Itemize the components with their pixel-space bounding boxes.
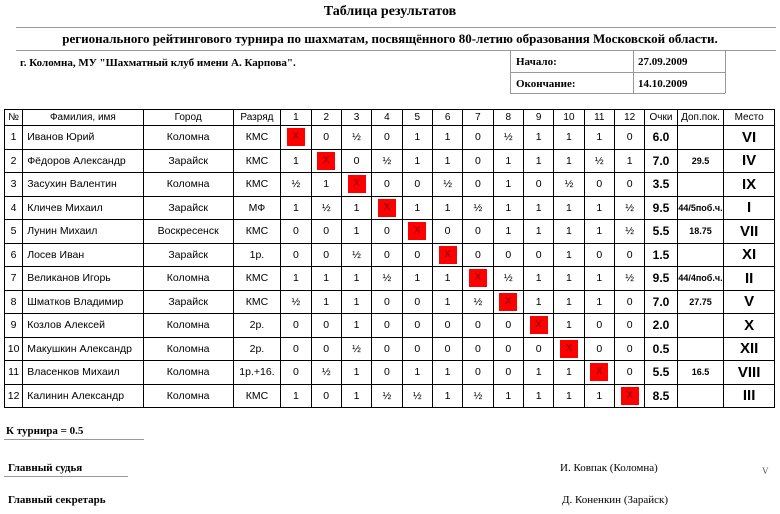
game-score: 1	[523, 149, 553, 173]
game-score: 1	[281, 267, 311, 291]
chief-judge-label: Главный судья	[8, 462, 83, 474]
table-row	[5, 290, 775, 314]
row-number: 4	[5, 196, 23, 220]
game-score: 0	[614, 243, 644, 267]
self-game-marker: X	[499, 293, 517, 311]
game-score: 0	[341, 149, 371, 173]
game-score: 1	[281, 196, 311, 220]
venue: г. Коломна, МУ "Шахматный клуб имени А. Карпова".	[20, 57, 296, 69]
game-score: 0	[584, 337, 614, 361]
game-score: ½	[463, 290, 493, 314]
diagonal-cell	[493, 290, 523, 314]
game-score: 1	[584, 126, 614, 150]
game-score: 0	[614, 173, 644, 197]
game-score: 0	[584, 314, 614, 338]
game-score: 1	[523, 384, 553, 408]
game-score: 0	[463, 337, 493, 361]
row-number: 12	[5, 384, 23, 408]
final-place: III	[724, 384, 775, 408]
game-score: 1	[554, 220, 584, 244]
table-header-row	[5, 110, 775, 126]
self-game-marker: X	[469, 269, 487, 287]
player-rank: 1р.+16.	[233, 361, 281, 385]
game-score: 0	[614, 290, 644, 314]
game-score: ½	[463, 384, 493, 408]
game-score: 0	[311, 337, 341, 361]
game-score: ½	[584, 149, 614, 173]
game-score: 1	[281, 149, 311, 173]
game-score: ½	[554, 173, 584, 197]
game-score: 0	[614, 126, 644, 150]
col-round: 6	[432, 110, 462, 126]
game-score: ½	[402, 384, 432, 408]
game-score: ½	[372, 384, 402, 408]
game-score: 1	[402, 149, 432, 173]
game-score: 1	[432, 149, 462, 173]
game-score: 1	[584, 267, 614, 291]
player-name: Макушкин Александр	[23, 337, 143, 361]
game-score: 0	[281, 337, 311, 361]
col-place: Место	[724, 110, 775, 126]
player-city: Коломна	[143, 361, 233, 385]
results-table	[4, 109, 775, 408]
player-rank: МФ	[233, 196, 281, 220]
player-city: Коломна	[143, 337, 233, 361]
game-score: 1	[341, 220, 371, 244]
game-score: 0	[311, 384, 341, 408]
game-score: ½	[311, 196, 341, 220]
game-score: 0	[281, 243, 311, 267]
signature-line	[4, 476, 128, 477]
col-city: Город	[143, 110, 233, 126]
game-score: 0	[281, 361, 311, 385]
game-score: 0	[493, 243, 523, 267]
game-score: 1	[341, 290, 371, 314]
total-points: 5.5	[645, 220, 677, 244]
game-score: 0	[493, 337, 523, 361]
player-name: Калинин Александр	[23, 384, 143, 408]
game-score: 0	[432, 337, 462, 361]
player-rank: 1р.	[233, 243, 281, 267]
divider	[725, 51, 726, 93]
game-score: 1	[554, 361, 584, 385]
diagonal-cell	[584, 361, 614, 385]
tiebreak	[677, 314, 724, 338]
player-rank: 2р.	[233, 337, 281, 361]
divider	[510, 93, 725, 94]
game-score: 0	[402, 290, 432, 314]
game-score: 0	[372, 173, 402, 197]
divider	[510, 72, 725, 73]
player-city: Воскресенск	[143, 220, 233, 244]
divider	[16, 50, 776, 51]
self-game-marker: X	[439, 246, 457, 264]
col-round: 1	[281, 110, 311, 126]
game-score: 1	[493, 149, 523, 173]
game-score: 0	[463, 243, 493, 267]
game-score: 1	[554, 267, 584, 291]
tiebreak: 44/5поб.ч.	[677, 196, 724, 220]
player-name: Лосев Иван	[23, 243, 143, 267]
tournament-coefficient: К турнира = 0.5	[6, 425, 84, 437]
player-city: Коломна	[143, 314, 233, 338]
game-score: 1	[493, 220, 523, 244]
diagonal-cell	[281, 126, 311, 150]
total-points: 8.5	[645, 384, 677, 408]
game-score: 0	[432, 220, 462, 244]
game-score: 0	[311, 220, 341, 244]
diagonal-cell	[554, 337, 584, 361]
game-score: 1	[432, 290, 462, 314]
game-score: 1	[554, 149, 584, 173]
end-date: 14.10.2009	[638, 78, 688, 90]
final-place: XII	[724, 337, 775, 361]
col-round: 8	[493, 110, 523, 126]
game-score: ½	[341, 243, 371, 267]
self-game-marker: X	[590, 363, 608, 381]
player-rank: КМС	[233, 126, 281, 150]
divider	[4, 439, 144, 440]
game-score: 1	[432, 384, 462, 408]
table-row	[5, 220, 775, 244]
game-score: 1	[432, 267, 462, 291]
chief-secretary-label: Главный секретарь	[8, 494, 106, 506]
game-score: 0	[614, 337, 644, 361]
col-points: Очки	[645, 110, 677, 126]
player-city: Коломна	[143, 126, 233, 150]
tiebreak: 18.75	[677, 220, 724, 244]
game-score: ½	[614, 220, 644, 244]
self-game-marker: X	[408, 222, 426, 240]
page-title: Таблица результатов	[323, 4, 457, 19]
game-score: 1	[554, 243, 584, 267]
game-score: 1	[311, 290, 341, 314]
player-city: Зарайск	[143, 243, 233, 267]
game-score: 0	[463, 220, 493, 244]
game-score: 1	[523, 220, 553, 244]
final-place: II	[724, 267, 775, 291]
tiebreak: 44/4поб.ч.	[677, 267, 724, 291]
page-subtitle: регионального рейтингового турнира по шахматам, посвящённого 80-летию образования Московской области.	[62, 31, 718, 46]
game-score: 1	[523, 267, 553, 291]
row-number: 11	[5, 361, 23, 385]
total-points: 3.5	[645, 173, 677, 197]
game-score: 0	[584, 173, 614, 197]
game-score: 0	[463, 173, 493, 197]
game-score: 1	[341, 384, 371, 408]
player-name: Великанов Игорь	[23, 267, 143, 291]
game-score: 0	[402, 337, 432, 361]
game-score: 0	[463, 361, 493, 385]
row-number: 3	[5, 173, 23, 197]
game-score: ½	[493, 126, 523, 150]
player-rank: КМС	[233, 267, 281, 291]
player-city: Зарайск	[143, 149, 233, 173]
col-round: 10	[554, 110, 584, 126]
row-number: 5	[5, 220, 23, 244]
start-label: Начало:	[516, 56, 557, 68]
final-place: IX	[724, 173, 775, 197]
row-number: 6	[5, 243, 23, 267]
game-score: 1	[493, 384, 523, 408]
game-score: ½	[372, 267, 402, 291]
game-score: 0	[372, 243, 402, 267]
col-round: 12	[614, 110, 644, 126]
diagonal-cell	[311, 149, 341, 173]
game-score: 0	[493, 361, 523, 385]
total-points: 0.5	[645, 337, 677, 361]
game-score: 0	[372, 314, 402, 338]
game-score: 1	[402, 361, 432, 385]
game-score: ½	[493, 267, 523, 291]
game-score: 1	[523, 196, 553, 220]
player-name: Лунин Михаил	[23, 220, 143, 244]
total-points: 1.5	[645, 243, 677, 267]
col-num: №	[5, 110, 23, 126]
player-name: Козлов Алексей	[23, 314, 143, 338]
table-row	[5, 361, 775, 385]
game-score: 0	[463, 149, 493, 173]
game-score: 1	[554, 290, 584, 314]
end-label: Окончание:	[516, 78, 576, 90]
total-points: 2.0	[645, 314, 677, 338]
col-round: 5	[402, 110, 432, 126]
game-score: 1	[554, 126, 584, 150]
total-points: 6.0	[645, 126, 677, 150]
game-score: 0	[463, 314, 493, 338]
col-round: 11	[584, 110, 614, 126]
table-row	[5, 243, 775, 267]
self-game-marker: X	[317, 152, 335, 170]
game-score: 0	[311, 243, 341, 267]
game-score: ½	[311, 361, 341, 385]
player-rank: КМС	[233, 173, 281, 197]
game-score: ½	[614, 267, 644, 291]
game-score: 0	[372, 126, 402, 150]
row-number: 2	[5, 149, 23, 173]
game-score: 0	[402, 314, 432, 338]
game-score: ½	[432, 173, 462, 197]
game-score: 0	[372, 290, 402, 314]
row-number: 1	[5, 126, 23, 150]
tiebreak: 27.75	[677, 290, 724, 314]
tiebreak: 29.5	[677, 149, 724, 173]
tiebreak	[677, 337, 724, 361]
table-row	[5, 196, 775, 220]
tiebreak	[677, 384, 724, 408]
diagonal-cell	[614, 384, 644, 408]
game-score: 1	[432, 196, 462, 220]
game-score: ½	[281, 290, 311, 314]
table-row	[5, 314, 775, 338]
final-place: I	[724, 196, 775, 220]
game-score: 1	[523, 126, 553, 150]
game-score: 1	[493, 196, 523, 220]
final-place: VIII	[724, 361, 775, 385]
col-round: 2	[311, 110, 341, 126]
player-name: Власенков Михаил	[23, 361, 143, 385]
game-score: ½	[463, 196, 493, 220]
player-rank: КМС	[233, 220, 281, 244]
game-score: 1	[341, 314, 371, 338]
final-place: VII	[724, 220, 775, 244]
game-score: 1	[584, 196, 614, 220]
game-score: 1	[402, 126, 432, 150]
game-score: ½	[614, 196, 644, 220]
game-score: ½	[372, 149, 402, 173]
game-score: 1	[402, 267, 432, 291]
row-number: 10	[5, 337, 23, 361]
margin-mark: V	[762, 466, 769, 476]
tiebreak	[677, 173, 724, 197]
game-score: 0	[493, 314, 523, 338]
game-score: 1	[311, 267, 341, 291]
col-round: 7	[463, 110, 493, 126]
game-score: 0	[584, 243, 614, 267]
game-score: 0	[372, 361, 402, 385]
player-name: Засухин Валентин	[23, 173, 143, 197]
game-score: ½	[341, 337, 371, 361]
game-score: 1	[584, 220, 614, 244]
player-city: Коломна	[143, 267, 233, 291]
diagonal-cell	[523, 314, 553, 338]
game-score: 0	[523, 337, 553, 361]
self-game-marker: X	[378, 199, 396, 217]
final-place: V	[724, 290, 775, 314]
player-rank: КМС	[233, 149, 281, 173]
table-row	[5, 267, 775, 291]
final-place: VI	[724, 126, 775, 150]
start-date: 27.09.2009	[638, 56, 688, 68]
diagonal-cell	[372, 196, 402, 220]
player-name: Фёдоров Александр	[23, 149, 143, 173]
diagonal-cell	[463, 267, 493, 291]
self-game-marker: X	[530, 316, 548, 334]
player-city: Коломна	[143, 173, 233, 197]
total-points: 5.5	[645, 361, 677, 385]
game-score: 0	[614, 314, 644, 338]
divider	[16, 27, 776, 28]
game-score: 1	[614, 149, 644, 173]
chief-judge-name: И. Ковпак (Коломна)	[560, 462, 658, 474]
player-rank: 2р.	[233, 314, 281, 338]
player-city: Зарайск	[143, 290, 233, 314]
player-rank: КМС	[233, 290, 281, 314]
table-row	[5, 337, 775, 361]
game-score: 1	[311, 173, 341, 197]
game-score: 1	[341, 196, 371, 220]
game-score: 1	[432, 126, 462, 150]
diagonal-cell	[432, 243, 462, 267]
player-name: Шматков Владимир	[23, 290, 143, 314]
game-score: 0	[372, 337, 402, 361]
final-place: IV	[724, 149, 775, 173]
game-score: 1	[584, 290, 614, 314]
row-number: 7	[5, 267, 23, 291]
game-score: 1	[554, 314, 584, 338]
total-points: 7.0	[645, 149, 677, 173]
final-place: X	[724, 314, 775, 338]
game-score: 0	[311, 126, 341, 150]
game-score: 0	[463, 126, 493, 150]
game-score: 1	[341, 267, 371, 291]
game-score: 1	[584, 384, 614, 408]
tiebreak	[677, 243, 724, 267]
tiebreak	[677, 126, 724, 150]
game-score: 0	[402, 173, 432, 197]
row-number: 8	[5, 290, 23, 314]
diagonal-cell	[341, 173, 371, 197]
self-game-marker: X	[560, 340, 578, 358]
game-score: 1	[493, 173, 523, 197]
game-score: 1	[402, 196, 432, 220]
game-score: 0	[372, 220, 402, 244]
player-rank: КМС	[233, 384, 281, 408]
game-score: 1	[281, 384, 311, 408]
col-extra: Доп.пок.	[677, 110, 724, 126]
game-score: 0	[432, 314, 462, 338]
game-score: 0	[523, 173, 553, 197]
game-score: 1	[432, 361, 462, 385]
col-round: 9	[523, 110, 553, 126]
game-score: 0	[281, 314, 311, 338]
player-name: Иванов Юрий	[23, 126, 143, 150]
col-rank: Разряд	[233, 110, 281, 126]
self-game-marker: X	[287, 128, 305, 146]
total-points: 9.5	[645, 267, 677, 291]
game-score: ½	[341, 126, 371, 150]
total-points: 7.0	[645, 290, 677, 314]
row-number: 9	[5, 314, 23, 338]
col-name: Фамилия, имя	[23, 110, 143, 126]
game-score: ½	[281, 173, 311, 197]
self-game-marker: X	[348, 175, 366, 193]
game-score: 1	[523, 290, 553, 314]
game-score: 0	[402, 243, 432, 267]
game-score: 0	[614, 361, 644, 385]
total-points: 9.5	[645, 196, 677, 220]
game-score: 1	[554, 384, 584, 408]
table-row	[5, 173, 775, 197]
game-score: 1	[554, 196, 584, 220]
tiebreak: 16.5	[677, 361, 724, 385]
table-row	[5, 384, 775, 408]
player-name: Кличев Михаил	[23, 196, 143, 220]
game-score: 0	[281, 220, 311, 244]
game-score: 1	[341, 361, 371, 385]
player-city: Коломна	[143, 384, 233, 408]
game-score: 1	[523, 361, 553, 385]
diagonal-cell	[402, 220, 432, 244]
col-round: 4	[372, 110, 402, 126]
self-game-marker: X	[621, 387, 639, 405]
table-row	[5, 149, 775, 173]
chief-secretary-name: Д. Коненкин (Зарайск)	[562, 494, 669, 506]
final-place: XI	[724, 243, 775, 267]
table-row	[5, 126, 775, 150]
game-score: 0	[311, 314, 341, 338]
game-score: 0	[523, 243, 553, 267]
player-city: Зарайск	[143, 196, 233, 220]
col-round: 3	[341, 110, 371, 126]
